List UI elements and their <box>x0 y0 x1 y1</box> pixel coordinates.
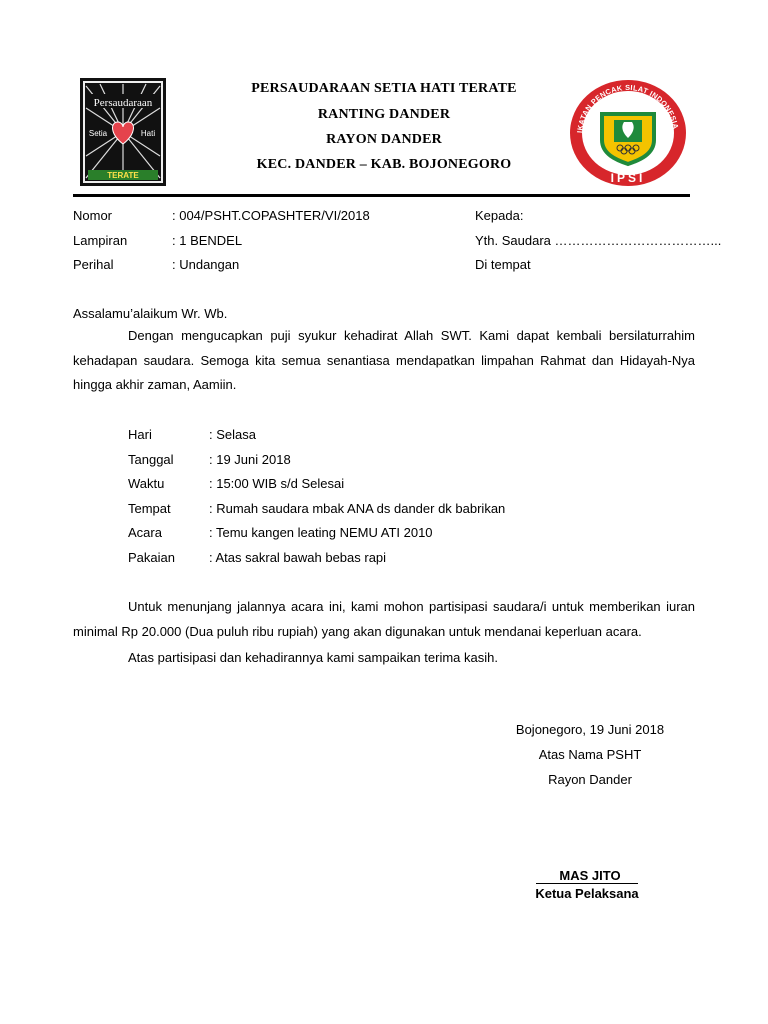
detail-row <box>128 550 688 575</box>
header-line-1: PERSAUDARAAN SETIA HATI TERATE <box>251 81 517 96</box>
psht-text-right: Hati <box>140 129 156 138</box>
perihal-value: : Undangan <box>172 257 240 272</box>
lampiran-value: : 1 BENDEL <box>172 233 243 248</box>
detail-value: : Atas sakral bawah bebas rapi <box>209 549 387 565</box>
signer-name: MAS JITO <box>559 868 621 883</box>
psht-text-left: Setia <box>88 129 108 138</box>
recipient-line: Yth. Saudara ………………………………... <box>475 233 722 248</box>
nomor-value: : 004/PSHT.COPASHTER/VI/2018 <box>172 208 370 223</box>
detail-row <box>128 501 688 526</box>
signature-underline <box>536 883 638 884</box>
ipsi-initials: IPSI <box>610 171 646 185</box>
detail-label: Acara <box>128 525 162 541</box>
place-date: Bojonegoro, 19 Juni 2018 <box>515 722 665 737</box>
di-tempat: Di tempat <box>475 257 531 272</box>
detail-label: Tanggal <box>128 451 174 467</box>
detail-row <box>128 452 688 477</box>
signing-unit: Rayon Dander <box>548 772 632 787</box>
header-line-2: RANTING DANDER <box>317 107 451 122</box>
nomor-label: Nomor <box>73 208 113 223</box>
opening-paragraph: Dengan mengucapkan puji syukur kehadirat Allah SWT. Kami dapat kembali bersilaturrahim kehadapan saudara. Semoga kita semua senantiasa mendapatkan limpahan Rahmat dan Hidayah-Nya hingga akhir zaman, Aamiin. <box>73 328 695 392</box>
ipsi-emblem-icon <box>568 78 688 188</box>
header-line-3: RAYON DANDER <box>326 132 442 147</box>
kepada-label: Kepada: <box>475 208 524 223</box>
detail-row <box>128 427 688 452</box>
detail-value: : Temu kangen leating NEMU ATI 2010 <box>209 525 433 541</box>
thanks-paragraph: Atas partisipasi dan kehadirannya kami sampaikan terima kasih. <box>128 650 498 665</box>
event-details <box>128 427 688 575</box>
greeting: Assalamu’alaikum Wr. Wb. <box>73 306 228 321</box>
detail-value: : Selasa <box>209 427 256 442</box>
signer-title: Ketua Pelaksana <box>535 886 639 901</box>
ipsi-ring-text: IKATAN PENCAK SILAT INDONESIA <box>575 83 681 134</box>
detail-row <box>128 525 688 550</box>
detail-label: Tempat <box>128 500 171 516</box>
ipsi-logo <box>568 78 688 188</box>
on-behalf: Atas Nama PSHT <box>538 747 642 762</box>
header-line-4: KEC. DANDER – KAB. BOJONEGORO <box>256 157 512 172</box>
detail-value: : 15:00 WIB s/d Selesai <box>209 476 345 492</box>
perihal-label: Perihal <box>73 257 114 272</box>
detail-label: Hari <box>128 427 152 442</box>
psht-text-top: Persaudaraan <box>93 97 153 109</box>
detail-label: Waktu <box>128 476 165 492</box>
psht-text-bottom: TERATE <box>107 171 139 180</box>
detail-label: Pakaian <box>128 549 175 565</box>
detail-value: : 19 Juni 2018 <box>209 451 291 467</box>
detail-value: : Rumah saudara mbak ANA ds dander dk babrikan <box>209 500 506 516</box>
detail-row <box>128 476 688 501</box>
header-divider <box>73 194 690 197</box>
contribution-paragraph: Untuk menunjang jalannya acara ini, kami mohon partisipasi saudara/i untuk memberikan iuran minimal Rp 20.000 (Dua puluh ribu rupiah) yang akan digunakan untuk mendanai keperluan acara. <box>73 599 695 639</box>
lampiran-label: Lampiran <box>73 233 128 248</box>
